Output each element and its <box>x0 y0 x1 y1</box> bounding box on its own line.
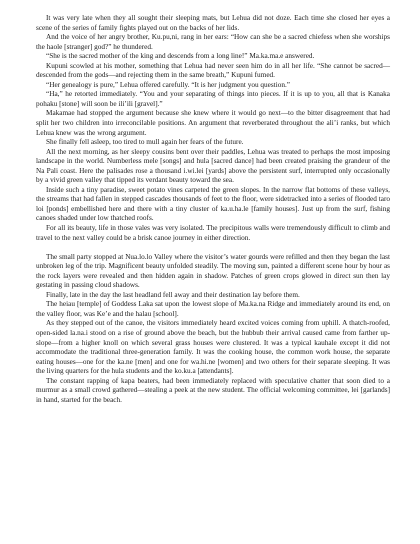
paragraph: Kupuni scowled at his mother, something that Lehua had never seen him do in all her life. “She cannot be sacred—descended from the gods—and rejecting them in the same breath,” Kupuni fumed. <box>36 61 390 80</box>
paragraph: It was very late when they all sought their sleeping mats, but Lehua did not doze. Each time she closed her eyes a scene of the series of family fights played out on the backs of her lids. <box>36 14 390 32</box>
paragraph: “Ha,” he retorted immediately. “You and your separating of things into pieces. If it is up to you, all that is Kanaka pohaku [stone] will soon be ili’ili [gravel].” <box>36 90 390 108</box>
paragraph: Finally, late in the day the last headland fell away and their destination lay before them. <box>46 290 300 299</box>
paragraph: She finally fell asleep, too tired to mull again her fears of the future. <box>46 138 244 147</box>
paragraph: And the voice of her angry brother, Ku.pu,ni, rang in her ears: “How can she be a sacred chiefess when she worships the haole [stranger] god?” he thundered. <box>36 33 390 51</box>
book-page <box>36 14 390 405</box>
paragraph: For all its beauty, life in those vales was very isolated. The precipitous walls were tremendously difficult to climb and travel to the next valley could be a brisk canoe journey in either direction. <box>36 224 390 242</box>
paragraph: The small party stopped at Nua.lo.lo Valley where the visitor’s water gourds were refilled and then they began the last unbroken leg of the trip. Magnificent beauty unfolded steadily. The moving sun, painted a different scene hour by hour as the rock layers were revealed and then hidden again in shadow. Patches of green crops glowed in direct sun then lay gestating in passing cloud shadows. <box>36 252 390 290</box>
paragraph: All the next morning, as her sleepy cousins bent over their paddles, Lehua was treated to perhaps the most imposing landscape in the world. Numberless mele [songs] and hula [sacred dance] had been created praising the grandeur of the Na Pali coast. Here the palisades rose a thousand i.wi.lei [yards] above the persistent surf, interrupted only occasionally by a vivid green valley that tipped its verdant beauty toward the sea. <box>36 147 390 185</box>
paragraph: Makamae had stopped the argument because she knew where it would go next—to the bitter disagreement that had split her two children into irreconcilable positions. An argument that reverberated throughout the ali’i ranks, but which Lehua knew was the wrong argument. <box>36 109 390 137</box>
paragraph: “Her genealogy is pure,” Lehua offered carefully. “It is her judgment you question.” <box>46 80 290 89</box>
paragraph: Inside such a tiny paradise, sweet potato vines carpeted the green slopes. In the narrow flat bottoms of these valleys, the streams that had fallen in stepped cascades thousands of feet to the floor, were sidetracked into a series of flooded taro loi [ponds] embellished here and there with a tiny cluster of ka.u.ha.le [family houses]. Just up from the surf, fishing canoes shaded under low thatched roofs. <box>36 185 390 223</box>
paragraph: As they stepped out of the canoe, the visitors immediately heard excited voices coming from uphill. A thatch-roofed, open-sided la.na.i stood on a rise of ground above the beach, but the hubbub their arrival caused came from farther up-slope—from a higher knoll on which several grass houses were clustered. It was a typical kauhale except it did not accommodate the traditional three-generation family. It was the cooking house, the common work house, the separate eating houses—one for the ka.ne [men] and one for wa.hi.ne [women] and two others for their separate sleeping. It was the living quarters for the hula students and the ko.ku.a [attendants]. <box>36 319 390 376</box>
paragraph: The constant rapping of kapa beaters, had been immediately replaced with speculative chatter that soon died to a murmur as a small crowd gathered—stealing a peek at the new student. The official welcoming committee, lei [garlands] in hand, started for the beach. <box>36 376 390 404</box>
paragraph: The heiau [temple] of Goddess Laka sat upon the lowest slope of Ma.ka.na Ridge and immediately around its end, on the valley floor, was Ke’e and the halau [school]. <box>36 300 390 318</box>
paragraph: “She is the sacred mother of the king and descends from a long line!” Ma.ka.ma.e answered. <box>46 52 315 61</box>
